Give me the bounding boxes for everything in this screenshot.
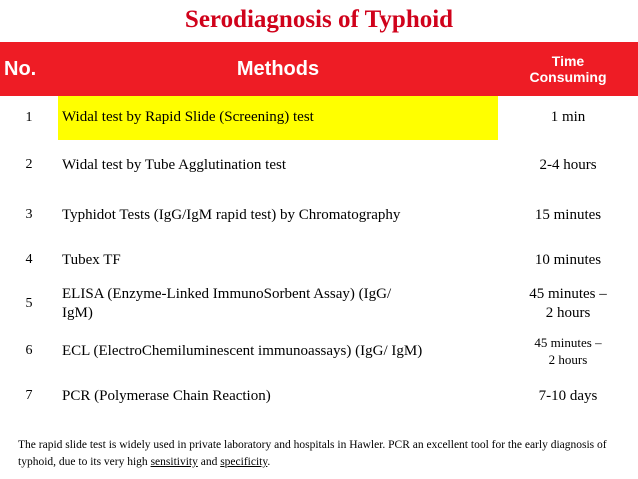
row-time-line2: 2 hours: [548, 352, 588, 367]
table-row: [0, 328, 638, 374]
row-time-line1: 45 minutes –: [534, 335, 602, 350]
row-method: Widal test by Tube Agglutination test: [58, 140, 498, 190]
table-row: [0, 280, 638, 328]
row-number: 6: [0, 328, 58, 374]
row-time: 2-4 hours: [498, 140, 638, 190]
header-methods: Methods: [58, 42, 498, 96]
slide-title: Serodiagnosis of Typhoid: [184, 6, 454, 33]
row-method: Typhidot Tests (IgG/IgM rapid test) by Chromatography: [58, 190, 498, 240]
footnote-end: .: [267, 456, 271, 468]
row-number: 7: [0, 374, 58, 418]
table-header-row: [0, 42, 638, 96]
row-time: [498, 280, 638, 328]
row-time-line2: 2 hours: [545, 305, 591, 321]
table-row: [0, 240, 638, 280]
header-time-line2: Consuming: [529, 69, 607, 85]
footnote-text: The rapid slide test is widely used in private laboratory and hospitals in Hawler. PCR an excellent tool for the early diagnosis of typhoid, due to its very high: [18, 439, 607, 468]
row-number: 4: [0, 240, 58, 280]
row-method-line1: ELISA (Enzyme-Linked ImmunoSorbent Assay) (IgG/: [62, 286, 392, 302]
header-no: No.: [0, 42, 58, 96]
row-time: 7-10 days: [498, 374, 638, 418]
row-time: 10 minutes: [498, 240, 638, 280]
row-time: 15 minutes: [498, 190, 638, 240]
row-method: Tubex TF: [58, 240, 498, 280]
row-number: 2: [0, 140, 58, 190]
row-method: [58, 280, 498, 328]
table-row: [0, 140, 638, 190]
header-time-line1: Time: [551, 53, 585, 69]
row-number: 1: [0, 96, 58, 140]
row-time-line1: 45 minutes –: [529, 286, 607, 302]
row-method-line2: IgM): [62, 305, 93, 321]
table-row: [0, 374, 638, 418]
row-number: 3: [0, 190, 58, 240]
table-row: [0, 96, 638, 140]
row-method: ECL (ElectroChemiluminescent immunoassays) (IgG/ IgM): [58, 328, 498, 374]
header-time-consuming: [498, 42, 638, 96]
row-method: Widal test by Rapid Slide (Screening) test: [58, 96, 498, 140]
methods-table: [0, 42, 638, 419]
row-time: 1 min: [498, 96, 638, 140]
footnote-specificity: specificity: [220, 456, 268, 468]
row-time: [498, 328, 638, 374]
table-row: [0, 190, 638, 240]
row-number: 5: [0, 280, 58, 328]
footnote-and: and: [197, 456, 221, 468]
row-method: PCR (Polymerase Chain Reaction): [58, 374, 498, 418]
footnote-sensitivity: sensitivity: [150, 456, 198, 468]
footnote: [18, 437, 628, 471]
